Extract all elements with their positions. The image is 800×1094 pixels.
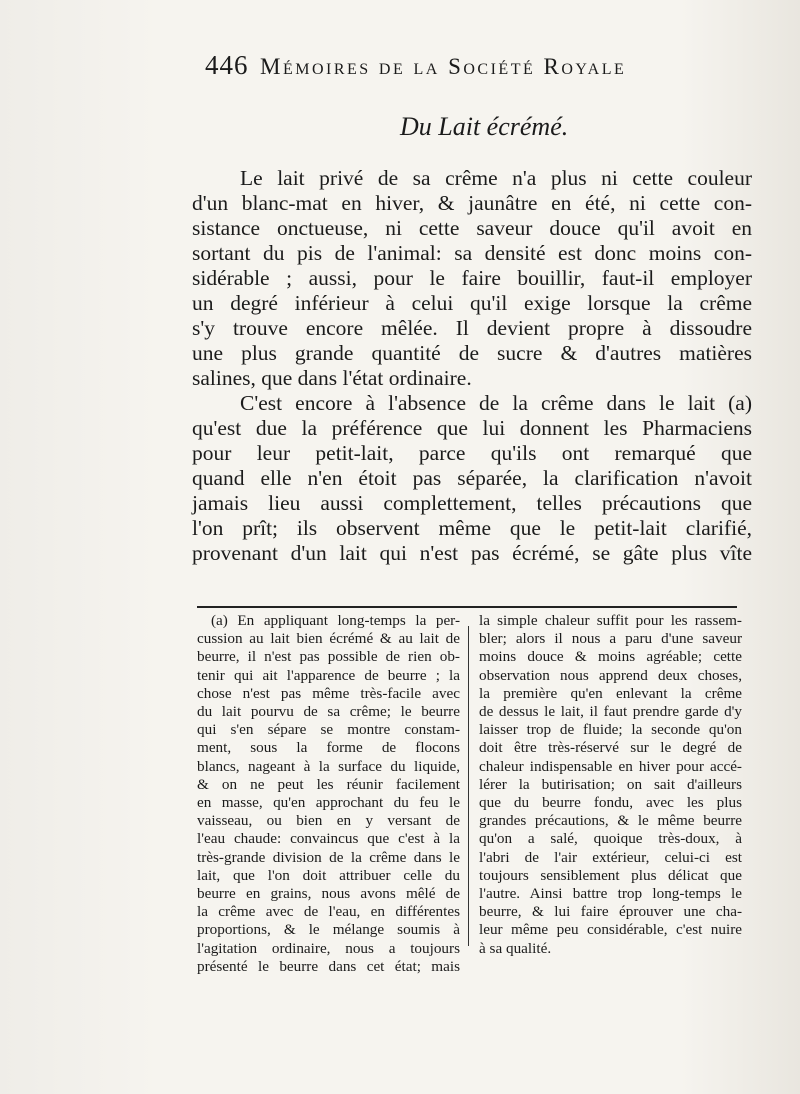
footnote-column-left <box>197 612 466 975</box>
text-line: sidérable ; aussi, pour le faire bouillir, faut-il employer <box>192 266 752 290</box>
text-line: pour leur petit-lait, parce qu'ils ont remarqué que <box>192 441 752 465</box>
page-number: 446 <box>205 50 249 80</box>
footnotes <box>197 612 742 975</box>
footnote-column-right <box>473 612 742 962</box>
footnote-line: du lait pourvu de sa crême; le beurre <box>197 703 460 721</box>
footnote-line: la première qu'en enlevant la crême <box>479 684 742 702</box>
footnote-line: bler; alors il nous a paru d'une saveur <box>479 630 742 648</box>
text-line: salines, que dans l'état ordinaire. <box>192 366 472 390</box>
footnote-line: doit être très-réservé sur le degré de <box>479 739 742 757</box>
section-title: Du Lait écrémé. <box>400 112 569 141</box>
footnote-line: que du beurre fondu, avec les plus <box>479 794 742 812</box>
footnote-line: blancs, nageant à la surface du liquide, <box>197 757 460 775</box>
text-line: qu'est due la préférence que lui donnent les Pharmaciens <box>192 416 752 440</box>
footnote-line: de dessus le lait, il faut prendre garde d'y <box>479 703 742 721</box>
footnote-line: qu'on a salé, quoique très-doux, à <box>479 830 742 848</box>
footnote-line: beurre en grains, nous avons mêlé de <box>197 885 460 903</box>
footnote-line: beurre, il n'est pas possible de rien ob- <box>197 648 460 666</box>
footnote-line: beurre, & lui faire éprouver une cha- <box>479 903 742 921</box>
footnote-line: l'eau chaude: convaincus que c'est à la <box>197 830 460 848</box>
footnote-line: vaisseau, ou bien en y versant de <box>197 812 460 830</box>
footnote-line: moins douce & moins agréable; cette <box>479 648 742 666</box>
running-title: Mémoires de la Société Royale <box>260 54 627 79</box>
footnote-line: proportions, & le mélange soumis à <box>197 921 460 939</box>
text-line: jamais lieu aussi complettement, telles précautions que <box>192 491 752 515</box>
main-text <box>192 166 752 566</box>
text-line: provenant d'un lait qui n'est pas écrémé, se gâte plus vîte <box>192 541 752 565</box>
footnote-line: en masse, qu'en approchant du feu le <box>197 794 460 812</box>
footnote-line: & on ne peut les réunir facilement <box>197 775 460 793</box>
text-line: Le lait privé de sa crême n'a plus ni cette couleur <box>240 166 752 190</box>
text-line: sistance onctueuse, ni cette saveur douce qu'il avoit en <box>192 216 752 240</box>
column-divider <box>468 626 469 946</box>
text-line: C'est encore à l'absence de la crême dans le lait (a) <box>240 391 752 415</box>
footnote-line: chose n'est pas même très-facile avec <box>197 684 460 702</box>
footnote-line: (a) En appliquant long-temps la per- <box>211 612 460 629</box>
footnote-line: lérer la butirisation; on sait d'ailleurs <box>479 775 742 793</box>
footnote-line: ment, sous la forme de flocons <box>197 739 460 757</box>
footnote-line: l'autre. Ainsi battre trop long-temps le <box>479 885 742 903</box>
page-header <box>205 50 705 84</box>
footnote-line: chaleur indispensable en hiver pour accé- <box>479 757 742 775</box>
footnote-line: toujours sensiblement plus délicat que <box>479 866 742 884</box>
footnote-line: grandes précautions, & le même beurre <box>479 812 742 830</box>
footnote-line: leur même peu considérable, c'est nuire <box>479 921 742 939</box>
text-line: quand elle n'en étoit pas séparée, la clarification n'avoit <box>192 466 752 490</box>
footnote-line: la simple chaleur suffit pour les rassem- <box>479 612 742 629</box>
footnote-line: la crême avec de l'eau, en différentes <box>197 903 460 921</box>
text-line: l'on prît; ils observent même que le petit-lait clarifié, <box>192 516 752 540</box>
text-line: sortant du pis de l'animal: sa densité est donc moins con- <box>192 241 752 265</box>
footnote-line: très-grande division de la crême dans le <box>197 848 460 866</box>
footnote-line: qui s'en sépare se montre constam- <box>197 721 460 739</box>
footnote-line: lait, que l'on doit attribuer celle du <box>197 866 460 884</box>
text-line: un degré inférieur à celui qu'il exige lorsque la crême <box>192 291 752 315</box>
footnote-line: l'abri de l'air extérieur, celui-ci est <box>479 848 742 866</box>
footnote-line: l'agitation ordinaire, nous a toujours <box>197 939 460 957</box>
footnote-line: présenté le beurre dans cet état; mais <box>197 957 460 975</box>
text-line: d'un blanc-mat en hiver, & jaunâtre en été, ni cette con- <box>192 191 752 215</box>
text-line: une plus grande quantité de sucre & d'autres matières <box>192 341 752 365</box>
footnote-rule <box>197 606 737 608</box>
footnote-line: cussion au lait bien écrémé & au lait de <box>197 630 460 648</box>
footnote-line: observation nous apprend deux choses, <box>479 666 742 684</box>
footnote-line: laisser trop de fluide; la seconde qu'on <box>479 721 742 739</box>
text-line: s'y trouve encore mêlée. Il devient propre à dissoudre <box>192 316 752 340</box>
footnote-line: à sa qualité. <box>479 939 552 957</box>
footnote-line: tenir qui ait l'apparence de beurre ; la <box>197 666 460 684</box>
